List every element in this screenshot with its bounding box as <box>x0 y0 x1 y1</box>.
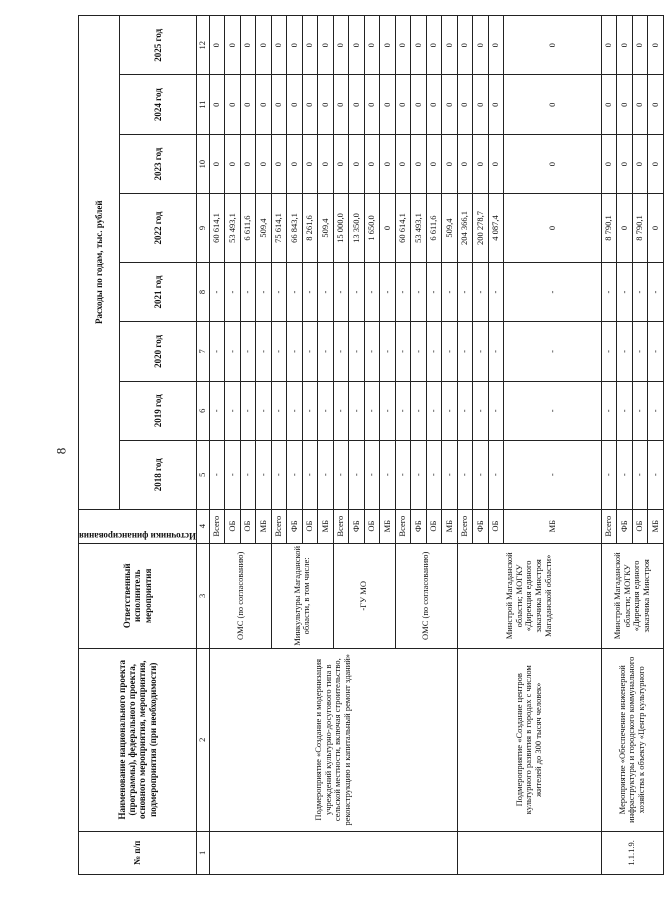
header-year: 2023 год <box>119 134 196 193</box>
expense-value-cell: 0 <box>271 16 286 76</box>
expense-value-cell: 0 <box>333 75 348 134</box>
column-index-cell: 10 <box>196 134 209 193</box>
expense-value-cell: - <box>333 440 348 509</box>
expense-value-cell: 0 <box>473 16 488 76</box>
expense-value-cell: - <box>426 322 441 381</box>
expense-value-cell: 0 <box>240 134 255 193</box>
expense-value-cell: 0 <box>632 75 647 134</box>
expense-value-cell: - <box>488 440 503 509</box>
expense-value-cell: 0 <box>256 75 271 134</box>
expense-value-cell: - <box>302 262 317 321</box>
header-year: 2025 год <box>119 16 196 76</box>
expense-value-cell: - <box>364 381 379 440</box>
expense-value-cell: - <box>457 381 472 440</box>
expense-value-cell: 0 <box>225 75 240 134</box>
header-no: № п/п <box>79 831 197 874</box>
expense-value-cell: - <box>318 322 333 381</box>
expense-value-cell: 0 <box>349 75 364 134</box>
expense-value-cell: - <box>349 440 364 509</box>
expense-value-cell: 0 <box>504 16 602 76</box>
expense-value-cell: 200 278,7 <box>473 194 488 263</box>
expense-value-cell: 0 <box>225 134 240 193</box>
funding-source-cell: МБ <box>256 509 271 543</box>
expense-value-cell: 0 <box>209 134 224 193</box>
expense-value-cell: - <box>442 440 457 509</box>
expense-value-cell: - <box>364 322 379 381</box>
expense-value-cell: - <box>457 262 472 321</box>
table-row <box>209 16 224 875</box>
expense-value-cell: 0 <box>287 134 302 193</box>
executor-cell: -ГУ МО <box>333 543 395 648</box>
expense-value-cell: - <box>302 440 317 509</box>
expense-value-cell: 0 <box>395 75 410 134</box>
expense-value-cell: 0 <box>601 16 616 76</box>
expense-value-cell: - <box>209 381 224 440</box>
expense-value-cell: - <box>256 262 271 321</box>
expense-value-cell: - <box>318 381 333 440</box>
expense-value-cell: 0 <box>256 134 271 193</box>
expense-value-cell: 0 <box>364 75 379 134</box>
expense-value-cell: 0 <box>271 75 286 134</box>
column-index-cell: 2 <box>196 648 209 831</box>
executor-cell: ОМС (по согласованию) <box>209 543 271 648</box>
expense-value-cell: 75 614,1 <box>271 194 286 263</box>
expense-value-cell: - <box>380 381 395 440</box>
funding-source-cell: МБ <box>648 509 664 543</box>
expense-value-cell: 204 366,1 <box>457 194 472 263</box>
expense-value-cell: - <box>225 262 240 321</box>
expense-value-cell: - <box>271 381 286 440</box>
expense-value-cell: 60 614,1 <box>209 194 224 263</box>
expense-value-cell: - <box>601 322 616 381</box>
expense-value-cell: 0 <box>457 75 472 134</box>
expense-value-cell: - <box>225 322 240 381</box>
expense-value-cell: 0 <box>442 75 457 134</box>
expense-value-cell: 0 <box>426 75 441 134</box>
expense-value-cell: 0 <box>648 75 664 134</box>
header-year: 2019 год <box>119 381 196 440</box>
expense-value-cell: - <box>287 262 302 321</box>
expense-value-cell: 0 <box>349 134 364 193</box>
expense-value-cell: - <box>225 440 240 509</box>
expense-value-cell: - <box>302 381 317 440</box>
expense-value-cell: - <box>395 322 410 381</box>
expense-value-cell: - <box>395 440 410 509</box>
expense-value-cell: - <box>271 322 286 381</box>
expense-value-cell: - <box>240 322 255 381</box>
expense-value-cell: - <box>473 381 488 440</box>
expense-value-cell: - <box>318 440 333 509</box>
expense-value-cell: - <box>380 322 395 381</box>
expense-value-cell: - <box>271 440 286 509</box>
expense-value-cell: - <box>632 262 647 321</box>
expense-value-cell: - <box>256 381 271 440</box>
header-executor: Ответственный исполнитель мероприятия <box>79 543 197 648</box>
expense-value-cell: - <box>457 440 472 509</box>
expense-value-cell: 0 <box>302 134 317 193</box>
expense-value-cell: - <box>426 440 441 509</box>
expense-value-cell: - <box>473 440 488 509</box>
expense-value-cell: 0 <box>225 16 240 76</box>
funding-source-cell: Всего <box>601 509 616 543</box>
header-name: Наименование национального проекта (программы), федерального проекта, основного мероприятия, мероприятия, подмероприятия (при необходимости) <box>79 648 197 831</box>
header-year: 2024 год <box>119 75 196 134</box>
expense-value-cell: - <box>617 262 632 321</box>
expense-value-cell: 0 <box>380 75 395 134</box>
expense-value-cell: 0 <box>209 75 224 134</box>
header-year: 2021 год <box>119 262 196 321</box>
expense-value-cell: 509,4 <box>256 194 271 263</box>
expense-value-cell: 0 <box>302 75 317 134</box>
expense-value-cell: 0 <box>632 16 647 76</box>
expense-value-cell: 0 <box>617 134 632 193</box>
expense-value-cell: - <box>287 440 302 509</box>
expense-value-cell: - <box>488 322 503 381</box>
expense-value-cell: - <box>473 262 488 321</box>
expense-value-cell: - <box>287 381 302 440</box>
funding-source-cell: ОБ <box>240 509 255 543</box>
expense-value-cell: 8 790,1 <box>632 194 647 263</box>
expense-value-cell: - <box>302 322 317 381</box>
header-source <box>79 509 197 543</box>
column-index-cell: 7 <box>196 322 209 381</box>
expense-value-cell: - <box>240 262 255 321</box>
expense-value-cell: - <box>411 262 426 321</box>
expense-value-cell: 0 <box>411 134 426 193</box>
expense-value-cell: 0 <box>617 75 632 134</box>
expense-value-cell: - <box>287 322 302 381</box>
column-index-cell: 4 <box>196 509 209 543</box>
expense-value-cell: - <box>411 381 426 440</box>
expense-value-cell: - <box>426 262 441 321</box>
executor-cell: Минстрой Магаданской области; МОГКУ «Дирекция единого заказчика Минстроя Магаданской области» <box>457 543 601 648</box>
expense-value-cell: 0 <box>648 16 664 76</box>
expense-value-cell: - <box>256 440 271 509</box>
expense-value-cell: 0 <box>333 16 348 76</box>
funding-source-cell: ФБ <box>411 509 426 543</box>
expense-value-cell: 0 <box>364 16 379 76</box>
funding-source-cell: МБ <box>380 509 395 543</box>
table-row <box>601 16 616 875</box>
expense-value-cell: - <box>442 381 457 440</box>
funding-source-cell: МБ <box>442 509 457 543</box>
expense-value-cell: 0 <box>380 194 395 263</box>
expense-value-cell: 0 <box>380 134 395 193</box>
expense-value-cell: 0 <box>488 75 503 134</box>
expense-value-cell: 0 <box>349 16 364 76</box>
expense-value-cell: 0 <box>395 134 410 193</box>
expense-value-cell: 0 <box>380 16 395 76</box>
expense-value-cell: - <box>504 262 602 321</box>
expense-value-cell: - <box>349 381 364 440</box>
funding-source-cell: Всего <box>209 509 224 543</box>
column-index-cell: 12 <box>196 16 209 76</box>
expense-value-cell: - <box>488 381 503 440</box>
expense-value-cell: - <box>209 262 224 321</box>
executor-cell: Минстрой Магаданской области; МОГКУ «Дирекция единого заказчика Минстроя <box>601 543 663 648</box>
expense-value-cell: - <box>442 322 457 381</box>
activity-name: Подмероприятие «Создание центров культурного развития в городах с числом жителей до 300 тысяч человек» <box>457 648 601 831</box>
expense-value-cell: 0 <box>318 16 333 76</box>
funding-source-cell: МБ <box>318 509 333 543</box>
table-row <box>457 16 472 875</box>
expense-value-cell: 0 <box>504 75 602 134</box>
expense-value-cell: 0 <box>209 16 224 76</box>
expense-value-cell: 60 614,1 <box>395 194 410 263</box>
expense-value-cell: 0 <box>504 134 602 193</box>
column-index-cell: 5 <box>196 440 209 509</box>
expense-value-cell: - <box>411 440 426 509</box>
funding-source-cell: МБ <box>504 509 602 543</box>
expense-value-cell: - <box>442 262 457 321</box>
expense-value-cell: 0 <box>426 134 441 193</box>
expense-value-cell: - <box>411 322 426 381</box>
expense-value-cell: 0 <box>488 134 503 193</box>
page-number: 8 <box>53 447 69 455</box>
expense-value-cell: 509,4 <box>318 194 333 263</box>
column-index-cell: 3 <box>196 543 209 648</box>
funding-source-cell: Всего <box>457 509 472 543</box>
funding-source-cell: ОБ <box>426 509 441 543</box>
expense-value-cell: 0 <box>457 134 472 193</box>
expense-value-cell: 0 <box>240 75 255 134</box>
expense-value-cell: 0 <box>648 194 664 263</box>
expenses-table <box>78 15 664 875</box>
expense-value-cell: - <box>601 440 616 509</box>
executor-cell: Минкультуры Магаданской области, в том числе: <box>271 543 333 648</box>
expense-value-cell: - <box>271 262 286 321</box>
expense-value-cell: 6 611,6 <box>240 194 255 263</box>
column-index-cell: 11 <box>196 75 209 134</box>
expense-value-cell: - <box>380 262 395 321</box>
expense-value-cell: 0 <box>457 16 472 76</box>
funding-source-cell: ОБ <box>364 509 379 543</box>
funding-source-cell: ФБ <box>287 509 302 543</box>
expense-value-cell: 0 <box>504 194 602 263</box>
expense-value-cell: - <box>395 381 410 440</box>
expense-value-cell: - <box>617 322 632 381</box>
expense-value-cell: - <box>318 262 333 321</box>
expense-value-cell: - <box>504 381 602 440</box>
expense-value-cell: 0 <box>617 16 632 76</box>
expense-value-cell: 53 493,1 <box>411 194 426 263</box>
activity-name: Подмероприятие «Создание и модернизация учреждений культурно-досугового типа в сельской местности, включая строительство, реконструкцию и капитальный ремонт зданий» <box>209 648 457 831</box>
expense-value-cell: - <box>426 381 441 440</box>
expense-value-cell: 66 843,1 <box>287 194 302 263</box>
expense-value-cell: - <box>240 440 255 509</box>
expense-value-cell: - <box>333 322 348 381</box>
expense-value-cell: - <box>632 322 647 381</box>
expense-value-cell: 8 790,1 <box>601 194 616 263</box>
expense-value-cell: - <box>504 322 602 381</box>
expense-value-cell: 0 <box>442 16 457 76</box>
header-year: 2020 год <box>119 322 196 381</box>
expense-value-cell: 0 <box>426 16 441 76</box>
expense-value-cell: 4 087,4 <box>488 194 503 263</box>
row-number <box>209 831 457 874</box>
expense-value-cell: 0 <box>632 134 647 193</box>
expense-value-cell: 0 <box>287 75 302 134</box>
funding-source-cell: ФБ <box>617 509 632 543</box>
table-body <box>209 16 663 875</box>
expense-value-cell: 0 <box>442 134 457 193</box>
expense-value-cell: - <box>209 322 224 381</box>
expense-value-cell: 0 <box>271 134 286 193</box>
expense-value-cell: - <box>504 440 602 509</box>
expense-value-cell: 0 <box>601 134 616 193</box>
expense-value-cell: - <box>473 322 488 381</box>
expense-value-cell: - <box>457 322 472 381</box>
expense-value-cell: 1 650,0 <box>364 194 379 263</box>
funding-source-cell: ФБ <box>473 509 488 543</box>
expense-value-cell: 0 <box>240 16 255 76</box>
expense-value-cell: - <box>349 322 364 381</box>
expense-value-cell: - <box>349 262 364 321</box>
expense-value-cell: 0 <box>395 16 410 76</box>
table-head <box>79 16 210 875</box>
expense-value-cell: - <box>209 440 224 509</box>
expense-value-cell: 0 <box>648 134 664 193</box>
expense-value-cell: - <box>617 440 632 509</box>
column-index-cell: 6 <box>196 381 209 440</box>
funding-source-cell: ОБ <box>632 509 647 543</box>
expense-value-cell: 0 <box>318 134 333 193</box>
expense-value-cell: - <box>648 322 664 381</box>
column-index-cell: 1 <box>196 831 209 874</box>
row-number <box>457 831 601 874</box>
expense-value-cell: 53 493,1 <box>225 194 240 263</box>
expense-value-cell: 0 <box>333 134 348 193</box>
expense-value-cell: - <box>240 381 255 440</box>
expense-value-cell: - <box>333 262 348 321</box>
expense-value-cell: 0 <box>256 16 271 76</box>
expense-value-cell: 0 <box>617 194 632 263</box>
expense-value-cell: - <box>617 381 632 440</box>
expense-value-cell: 0 <box>488 16 503 76</box>
expense-value-cell: 0 <box>473 75 488 134</box>
funding-source-cell: ОБ <box>225 509 240 543</box>
expense-value-cell: 15 000,0 <box>333 194 348 263</box>
funding-source-cell: Всего <box>271 509 286 543</box>
expense-value-cell: 0 <box>473 134 488 193</box>
expense-value-cell: 13 350,0 <box>349 194 364 263</box>
column-index-cell: 8 <box>196 262 209 321</box>
header-year: 2022 год <box>119 194 196 263</box>
funding-source-cell: ФБ <box>349 509 364 543</box>
expense-value-cell: - <box>333 381 348 440</box>
row-number: 1.1.1.9. <box>601 831 663 874</box>
funding-source-cell: Всего <box>395 509 410 543</box>
funding-source-cell: ОБ <box>302 509 317 543</box>
activity-name: Мероприятие «Обеспечение инженерной инфраструктуры и городского коммунального хозяйства к объекту «Центр культурного <box>601 648 663 831</box>
expense-value-cell: 0 <box>287 16 302 76</box>
expense-value-cell: 0 <box>302 16 317 76</box>
expense-value-cell: - <box>364 440 379 509</box>
rotated-sheet <box>78 15 660 875</box>
expense-value-cell: - <box>648 381 664 440</box>
expense-value-cell: 8 261,6 <box>302 194 317 263</box>
header-year: 2018 год <box>119 440 196 509</box>
expense-value-cell: - <box>488 262 503 321</box>
index-row <box>196 16 209 875</box>
expense-value-cell: 0 <box>411 75 426 134</box>
expense-value-cell: 0 <box>318 75 333 134</box>
funding-source-cell: Всего <box>333 509 348 543</box>
expense-value-cell: - <box>395 262 410 321</box>
executor-cell: ОМС (по согласованию) <box>395 543 457 648</box>
expense-value-cell: 0 <box>601 75 616 134</box>
expense-value-cell: - <box>632 440 647 509</box>
expense-value-cell: - <box>648 440 664 509</box>
expense-value-cell: - <box>632 381 647 440</box>
expense-value-cell: - <box>380 440 395 509</box>
header-source-label: Источники финансирования <box>79 530 196 541</box>
expense-value-cell: - <box>256 322 271 381</box>
expense-value-cell: 509,4 <box>442 194 457 263</box>
expense-value-cell: - <box>364 262 379 321</box>
expense-value-cell: - <box>601 262 616 321</box>
funding-source-cell: ОБ <box>488 509 503 543</box>
expense-value-cell: 0 <box>411 16 426 76</box>
expense-value-cell: - <box>225 381 240 440</box>
expense-value-cell: 6 611,6 <box>426 194 441 263</box>
expense-value-cell: - <box>601 381 616 440</box>
expense-value-cell: 0 <box>364 134 379 193</box>
header-expenses: Расходы по годам, тыс. рублей <box>79 16 120 510</box>
expense-value-cell: - <box>648 262 664 321</box>
column-index-cell: 9 <box>196 194 209 263</box>
